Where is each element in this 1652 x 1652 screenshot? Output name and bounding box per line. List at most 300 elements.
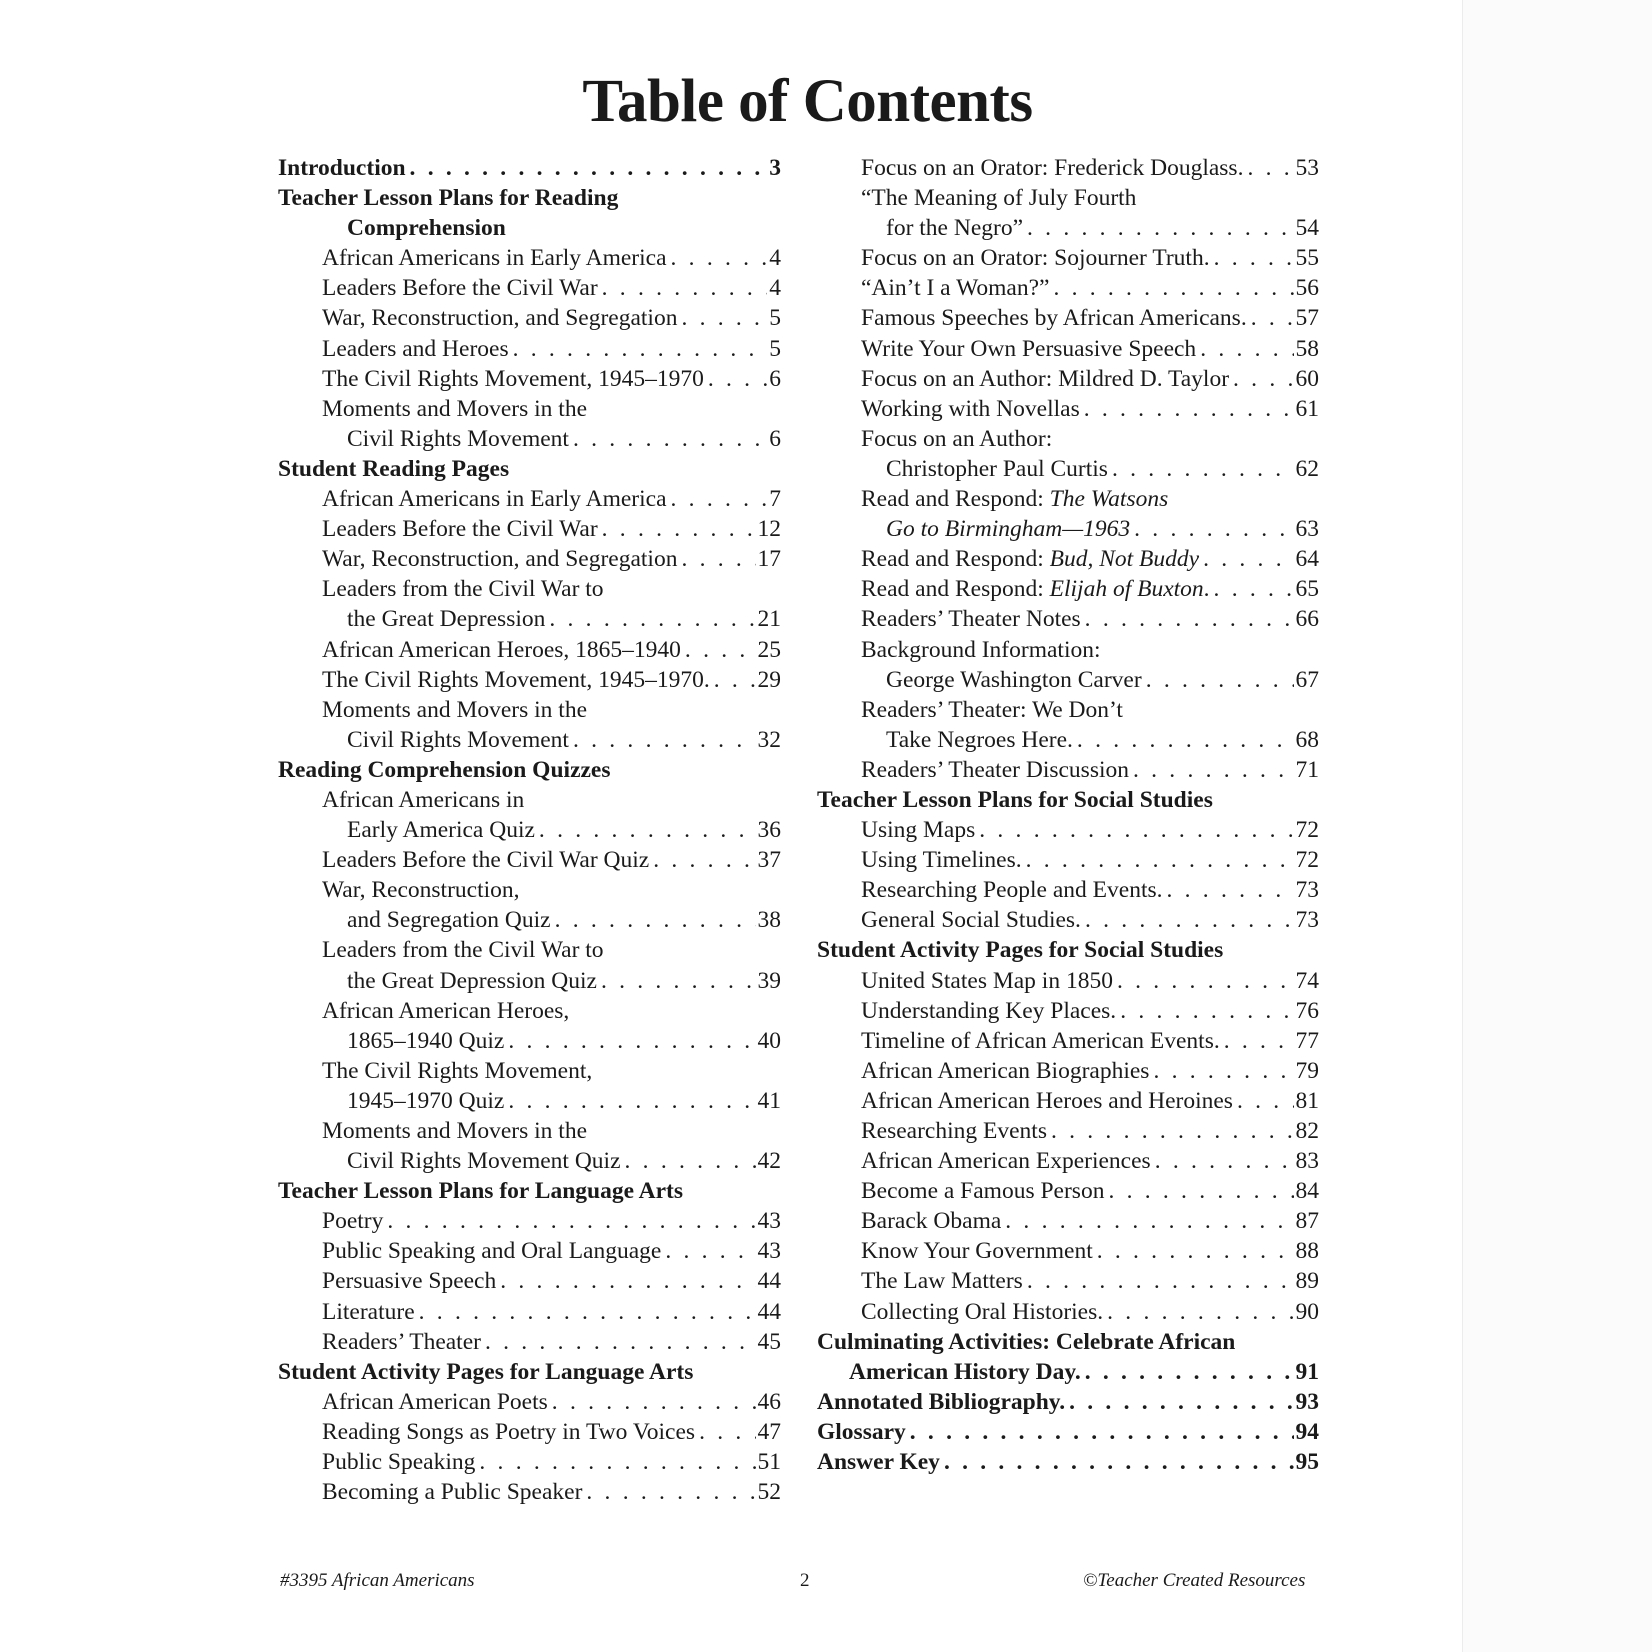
toc-entry-text: The Civil Rights Movement, 1945–1970.: [322, 666, 710, 693]
page-title: Table of Contents: [582, 68, 1033, 135]
toc-page-number: 87: [1295, 1208, 1319, 1235]
toc-entry-title: [861, 394, 1080, 424]
toc-entry-line: [861, 966, 1319, 996]
toc-entry-line: [322, 665, 781, 695]
toc-entry-line: [322, 574, 781, 604]
toc-section-heading: [278, 454, 781, 484]
toc-entry-title: [322, 364, 704, 394]
toc-entry-line: [861, 243, 1319, 273]
toc-page-number: 57: [1295, 305, 1319, 332]
toc-entry: [817, 574, 1319, 604]
toc-leader-dots: [1084, 394, 1294, 424]
toc-page-number: 66: [1295, 606, 1319, 633]
toc-entry-line: [861, 815, 1319, 845]
toc-entry-italic-title: Go to Birmingham—1963: [886, 516, 1131, 543]
toc-entry-line: [861, 905, 1319, 935]
toc-entry-line: [861, 574, 1319, 604]
toc-entry-title: [817, 1387, 1065, 1417]
toc-entry: [278, 364, 781, 394]
toc-page-number: 90: [1295, 1298, 1319, 1325]
toc-leader-dots: [681, 544, 755, 574]
toc-entry-title: [861, 273, 1049, 303]
toc-entry-text: Leaders Before the Civil War: [322, 275, 598, 302]
toc-entry-title: [861, 1176, 1104, 1206]
toc-entry-title: [861, 1236, 1093, 1266]
toc-entry-trail: .: [1203, 576, 1210, 603]
toc-entry: [817, 1236, 1319, 1266]
toc-page-number: 95: [1295, 1449, 1319, 1476]
toc-section-heading: [817, 1357, 1319, 1387]
toc-entry-text: Reading Songs as Poetry in Two Voices: [322, 1418, 696, 1445]
toc-leader-dots: [1200, 334, 1293, 364]
toc-entry-title: [322, 875, 520, 905]
toc-entry: [278, 1417, 781, 1447]
toc-entry-line: [861, 755, 1319, 785]
toc-entry-line: [817, 1327, 1319, 1357]
toc-entry-text: African American Experiences: [861, 1148, 1151, 1175]
toc-leader-dots: [602, 273, 768, 303]
toc-entry: [278, 424, 781, 454]
toc-entry-title: [322, 996, 569, 1026]
toc-entry-title: [322, 1417, 695, 1447]
toc-entry-title: [322, 303, 677, 333]
toc-entry: [817, 725, 1319, 755]
toc-section-heading: [817, 1387, 1319, 1417]
toc-entry-text: African Americans in Early America: [322, 486, 667, 513]
toc-entry-title: [322, 1206, 383, 1236]
toc-leader-dots: [1085, 1357, 1294, 1387]
toc-page-number: 3: [769, 155, 781, 181]
toc-entry-title: [322, 514, 598, 544]
toc-entry-title: [861, 544, 1199, 574]
toc-entry-line: [849, 1357, 1319, 1387]
toc-entry-line: [861, 484, 1319, 514]
toc-entry-line: [817, 1417, 1319, 1447]
toc-section-heading: [817, 1447, 1319, 1477]
toc-entry-text: the Great Depression: [347, 606, 546, 633]
toc-entry-title: [861, 695, 1123, 725]
toc-entry: [278, 1146, 781, 1176]
toc-entry-line: [347, 725, 781, 755]
toc-entry: [817, 1056, 1319, 1086]
toc-entry-line: [347, 815, 781, 845]
toc-entry: [817, 364, 1319, 394]
toc-entry: [278, 1236, 781, 1266]
toc-entry-title: [886, 665, 1142, 695]
toc-entry: [278, 1206, 781, 1236]
toc-entry-line: [861, 1297, 1319, 1327]
toc-entry-text: War, Reconstruction, and Segregation: [322, 546, 678, 573]
toc-entry-title: [322, 1387, 548, 1417]
toc-page-number: 83: [1295, 1148, 1319, 1175]
toc-entry-title: [861, 875, 1163, 905]
toc-entry: [817, 1176, 1319, 1206]
toc-leader-dots: [573, 424, 767, 454]
toc-page-number: 41: [757, 1087, 781, 1114]
toc-entry-title: [861, 755, 1129, 785]
toc-page-number: 60: [1295, 365, 1319, 392]
toc-leader-dots: [485, 1327, 756, 1357]
toc-entry-title: [861, 243, 1210, 273]
toc-page-number: 58: [1295, 335, 1319, 362]
toc-entry-title: [849, 1357, 1081, 1387]
toc-entry: [278, 394, 781, 424]
toc-entry: [278, 1266, 781, 1296]
toc-leader-dots: [1053, 273, 1293, 303]
toc-entry-text: Leaders Before the Civil War: [322, 516, 598, 543]
toc-entry-title: [322, 574, 604, 604]
toc-entry-title: [817, 785, 1213, 815]
toc-page-number: 52: [757, 1479, 781, 1506]
toc-entry-line: [322, 1266, 781, 1296]
toc-page-number: 67: [1295, 666, 1319, 693]
toc-entry-title: [861, 996, 1116, 1026]
toc-entry-line: [347, 905, 781, 935]
toc-page-number: 56: [1295, 275, 1319, 302]
toc-entry-title: [861, 153, 1243, 183]
toc-entry-line: [322, 1297, 781, 1327]
toc-leader-dots: [699, 1417, 755, 1447]
toc-entry-line: [861, 424, 1319, 454]
toc-page-number: 38: [757, 907, 781, 934]
footer-book-number: #3395 African Americans: [280, 1570, 475, 1591]
toc-entry-text: Focus on an Author:: [861, 425, 1053, 452]
toc-entry-line: [322, 1477, 781, 1507]
footer-publisher: ©Teacher Created Resources: [1083, 1570, 1306, 1591]
toc-entry-title: [861, 364, 1229, 394]
toc-entry-line: [278, 153, 781, 183]
toc-page-number: 73: [1295, 907, 1319, 934]
toc-entry-title: [347, 424, 569, 454]
toc-entry-title: [817, 935, 1223, 965]
toc-entry-line: [322, 635, 781, 665]
toc-page-number: 63: [1295, 516, 1319, 543]
toc-page-number: 71: [1295, 756, 1319, 783]
toc-leader-dots: [479, 1447, 755, 1477]
toc-entry-title: [322, 845, 649, 875]
toc-leader-dots: [1214, 243, 1294, 273]
toc-entry-text: Comprehension: [347, 215, 506, 242]
toc-page-number: 72: [1295, 847, 1319, 874]
toc-entry-line: [322, 1116, 781, 1146]
toc-leader-dots: [513, 334, 768, 364]
toc-page-number: 79: [1295, 1057, 1319, 1084]
toc-page-number: 32: [757, 726, 781, 753]
toc-entry-text: for the Negro”: [886, 215, 1024, 242]
toc-entry-line: [322, 544, 781, 574]
toc-entry-title: [322, 1447, 475, 1477]
toc-entry-text: and Segregation Quiz: [347, 907, 551, 934]
toc-entry-line: [347, 1146, 781, 1176]
toc-page-number: 42: [757, 1148, 781, 1175]
toc-entry-title: [861, 303, 1247, 333]
toc-entry-line: [861, 1026, 1319, 1056]
toc-entry-title: [347, 604, 545, 634]
toc-entry-title: [861, 604, 1081, 634]
toc-entry-text: Timeline of African American Events.: [861, 1027, 1220, 1054]
toc-entry-line: [278, 183, 781, 213]
toc-page-number: 5: [769, 305, 781, 332]
toc-entry-title: [322, 785, 524, 815]
toc-entry-line: [886, 454, 1319, 484]
toc-entry: [278, 1447, 781, 1477]
toc-leader-dots: [944, 1447, 1294, 1477]
toc-entry: [817, 153, 1319, 183]
toc-entry-text: Leaders Before the Civil War Quiz: [322, 847, 650, 874]
toc-section-heading: [278, 1357, 781, 1387]
toc-page-number: 94: [1295, 1418, 1319, 1445]
toc-entry: [278, 635, 781, 665]
toc-entry-title: [322, 1266, 496, 1296]
toc-leader-dots: [1120, 996, 1293, 1026]
toc-entry-title: [861, 1146, 1151, 1176]
toc-entry: [817, 514, 1319, 544]
toc-page-number: 6: [769, 425, 781, 452]
toc-entry-line: [278, 1357, 781, 1387]
toc-entry: [817, 845, 1319, 875]
toc-entry-italic-title: Bud, Not Buddy: [1049, 546, 1200, 573]
toc-page-number: 6: [769, 365, 781, 392]
toc-entry-title: [322, 1056, 592, 1086]
toc-entry-text: Literature: [322, 1298, 415, 1325]
toc-entry-text: Take Negroes Here.: [886, 726, 1073, 753]
toc-leader-dots: [1214, 574, 1294, 604]
toc-entry-text: Read and Respond:: [861, 546, 1050, 573]
toc-entry-text: Read and Respond:: [861, 486, 1050, 513]
toc-entry-text: Teacher Lesson Plans for Language Arts: [278, 1178, 683, 1205]
toc-page-number: 46: [757, 1388, 781, 1415]
toc-leader-dots: [539, 815, 756, 845]
toc-leader-dots: [1203, 544, 1293, 574]
toc-leader-dots: [671, 484, 768, 514]
toc-entry: [278, 845, 781, 875]
toc-page-number: 93: [1295, 1388, 1319, 1415]
toc-page-number: 73: [1295, 877, 1319, 904]
toc-leader-dots: [410, 153, 768, 183]
toc-entry-text: Famous Speeches by African Americans.: [861, 305, 1247, 332]
toc-leader-dots: [1112, 454, 1294, 484]
toc-entry-line: [861, 1116, 1319, 1146]
toc-page-number: 12: [757, 516, 781, 543]
toc-entry-title: [278, 755, 611, 785]
toc-entry: [817, 424, 1319, 454]
toc-entry: [278, 935, 781, 965]
toc-leader-dots: [625, 1146, 756, 1176]
toc-entry-title: [322, 544, 677, 574]
toc-entry-line: [347, 604, 781, 634]
toc-entry-title: [322, 935, 604, 965]
toc-entry-text: Moments and Movers in the: [322, 395, 587, 422]
toc-entry-line: [347, 213, 781, 243]
toc-entry-line: [861, 1236, 1319, 1266]
toc-entry-line: [322, 303, 781, 333]
toc-leader-dots: [1097, 1236, 1294, 1266]
toc-leader-dots: [552, 1387, 756, 1417]
toc-entry-text: Focus on an Orator: Sojourner Truth.: [861, 245, 1210, 272]
toc-entry: [817, 484, 1319, 514]
toc-entry-line: [861, 1086, 1319, 1116]
toc-leader-dots: [1224, 1026, 1294, 1056]
toc-entry-title: [861, 484, 1168, 514]
toc-entry-text: Focus on an Author: Mildred D. Taylor: [861, 365, 1230, 392]
toc-page-number: 64: [1295, 546, 1319, 573]
toc-entry-line: [886, 665, 1319, 695]
toc-entry-title: [347, 966, 597, 996]
toc-entry-text: “Ain’t I a Woman?”: [861, 275, 1050, 302]
toc-entry: [278, 785, 781, 815]
toc-leader-dots: [1005, 1206, 1293, 1236]
toc-leader-dots: [1146, 665, 1294, 695]
toc-entry-text: Student Reading Pages: [278, 455, 510, 482]
toc-entry: [817, 635, 1319, 665]
toc-page-number: 43: [757, 1238, 781, 1265]
toc-entry-line: [322, 695, 781, 725]
toc-leader-dots: [500, 1266, 755, 1296]
toc-entry: [817, 604, 1319, 634]
toc-entry-title: [886, 213, 1023, 243]
toc-entry: [817, 454, 1319, 484]
toc-leader-dots: [685, 635, 756, 665]
toc-entry-title: [347, 815, 535, 845]
toc-entry-line: [322, 935, 781, 965]
toc-page-number: 4: [769, 245, 781, 272]
toc-entry-title: [322, 1297, 415, 1327]
toc-entry-title: [861, 1266, 1023, 1296]
toc-entry-text: Know Your Government: [861, 1238, 1093, 1265]
toc-entry-line: [817, 1447, 1319, 1477]
toc-entry-title: [817, 1447, 940, 1477]
toc-page-number: 88: [1295, 1238, 1319, 1265]
toc-leader-dots: [1107, 1297, 1293, 1327]
toc-entry-text: Student Activity Pages for Language Arts: [278, 1358, 694, 1385]
toc-page-number: 51: [757, 1449, 781, 1476]
toc-entry-text: Moments and Movers in the: [322, 696, 587, 723]
toc-entry: [278, 665, 781, 695]
toc-entry-title: [861, 966, 1113, 996]
toc-entry-text: Focus on an Orator: Frederick Douglass.: [861, 155, 1244, 181]
toc-entry-text: African American Heroes,: [322, 997, 570, 1024]
toc-leader-dots: [665, 1236, 755, 1266]
toc-entry-text: Early America Quiz: [347, 817, 535, 844]
toc-page-number: 40: [757, 1027, 781, 1054]
toc-page-number: 54: [1295, 215, 1319, 242]
toc-page-number: 5: [769, 335, 781, 362]
toc-entry-text: Barack Obama: [861, 1208, 1002, 1235]
toc-entry: [817, 755, 1319, 785]
toc-entry-title: [322, 665, 710, 695]
toc-entry-line: [861, 364, 1319, 394]
toc-entry-line: [886, 725, 1319, 755]
toc-entry: [817, 273, 1319, 303]
toc-section-heading: [278, 183, 781, 213]
toc-leader-dots: [714, 665, 756, 695]
toc-entry: [278, 243, 781, 273]
toc-entry-title: [347, 905, 551, 935]
toc-entry-line: [322, 334, 781, 364]
toc-entry-line: [817, 785, 1319, 815]
toc-entry-text: Teacher Lesson Plans for Reading: [278, 185, 619, 212]
toc-entry-line: [817, 1387, 1319, 1417]
toc-entry-line: [861, 1266, 1319, 1296]
toc-entry-text: Leaders and Heroes: [322, 335, 509, 362]
toc-entry: [278, 695, 781, 725]
toc-entry-title: [278, 454, 509, 484]
toc-entry-text: Student Activity Pages for Social Studies: [817, 937, 1224, 964]
toc-entry-title: [322, 394, 587, 424]
toc-entry-title: [817, 1327, 1235, 1357]
footer-page-number: 2: [800, 1570, 810, 1591]
toc-leader-dots: [671, 243, 768, 273]
toc-entry-text: Glossary: [817, 1418, 906, 1445]
toc-entry-text: Readers’ Theater Discussion: [861, 756, 1129, 783]
toc-page-number: 25: [757, 636, 781, 663]
toc-entry: [278, 905, 781, 935]
toc-entry-text: Culminating Activities: Celebrate African: [817, 1328, 1236, 1355]
toc-page-number: 55: [1295, 245, 1319, 272]
toc-leader-dots: [419, 1297, 756, 1327]
toc-entry-text: 1865–1940 Quiz: [347, 1027, 505, 1054]
toc-entry-line: [861, 544, 1319, 574]
toc-entry: [278, 574, 781, 604]
toc-leader-dots: [1108, 1176, 1293, 1206]
toc-entry-title: [322, 273, 598, 303]
toc-entry-line: [347, 966, 781, 996]
toc-entry: [278, 484, 781, 514]
toc-leader-dots: [1069, 1387, 1293, 1417]
toc-entry: [817, 183, 1319, 213]
toc-entry-text: African American Heroes, 1865–1940: [322, 636, 681, 663]
toc-entry-line: [322, 845, 781, 875]
toc-entry-text: War, Reconstruction, and Segregation: [322, 305, 678, 332]
toc-entry-title: [886, 454, 1108, 484]
toc-page-number: 62: [1295, 455, 1319, 482]
toc-page-number: 43: [757, 1208, 781, 1235]
toc-entry: [817, 905, 1319, 935]
toc-entry-text: Using Timelines.: [861, 847, 1022, 874]
toc-entry: [817, 213, 1319, 243]
toc-entry-title: [322, 484, 667, 514]
toc-page-number: 47: [757, 1418, 781, 1445]
toc-entry-line: [817, 935, 1319, 965]
toc-leader-dots: [602, 514, 756, 544]
toc-entry-line: [322, 514, 781, 544]
toc-entry-line: [861, 153, 1319, 183]
toc-entry-title: [861, 635, 1101, 665]
toc-entry-line: [861, 273, 1319, 303]
toc-entry-line: [861, 394, 1319, 424]
toc-entry-title: [347, 1086, 504, 1116]
toc-entry-text: 1945–1970 Quiz: [347, 1087, 505, 1114]
toc-entry-text: Moments and Movers in the: [322, 1118, 587, 1144]
toc-entry-line: [322, 1056, 781, 1086]
toc-entry-title: [322, 695, 587, 725]
toc-entry-text: American History Day.: [849, 1358, 1081, 1385]
toc-entry-line: [861, 695, 1319, 725]
toc-entry: [817, 334, 1319, 364]
toc-entry: [278, 996, 781, 1026]
toc-leader-dots: [1027, 1266, 1294, 1296]
toc-leader-dots: [1155, 1146, 1294, 1176]
toc-entry-title: [861, 815, 975, 845]
toc-entry: [817, 695, 1319, 725]
toc-entry-title: [322, 1116, 587, 1146]
toc-page-number: 65: [1295, 576, 1319, 603]
toc-page-number: 81: [1295, 1087, 1319, 1114]
toc-entry-line: [347, 1086, 781, 1116]
toc-entry-text: Readers’ Theater: We Don’t: [861, 696, 1123, 723]
toc-entry-text: Annotated Bibliography.: [817, 1388, 1066, 1415]
toc-entry-text: Reading Comprehension Quizzes: [278, 756, 611, 783]
